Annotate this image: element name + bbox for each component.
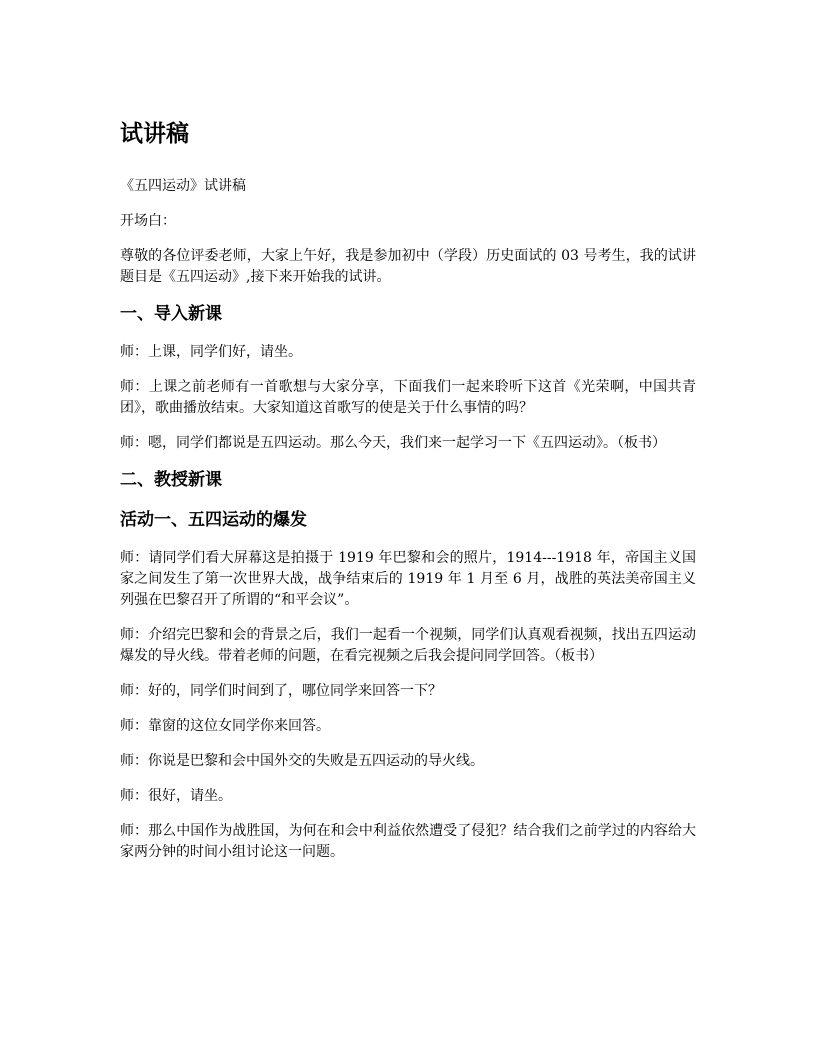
section2-heading: 二、教授新课 <box>120 470 222 490</box>
paragraph: 师：好的，同学们时间到了，哪位同学来回答一下？ <box>120 683 442 699</box>
paragraph: 师：很好，请坐。 <box>120 788 232 804</box>
paragraph: 师：上课之前老师有一首歌想与大家分享，下面我们一起来聆听下这首《光荣啊，中国共青团》，歌曲播放结束。大家知道这首歌写的使是关于什么事情的吗？ <box>120 379 696 416</box>
paragraph: 师：嗯，同学们都说是五四运动。那么今天，我们来一起学习一下《五四运动》。（板书） <box>120 435 666 451</box>
document-title: 试讲稿 <box>120 121 189 147</box>
paragraph: 师：请同学们看大屏幕这是拍摄于 1919 年巴黎和会的照片，1914---1918 年，帝国主义国家之间发生了第一次世界大战，战争结束后的 1919 年 1 月至 6 月，战胜的英法美帝国主义列强在巴黎召开了所谓的“和平会议”。 <box>120 550 696 608</box>
paragraph: 师：那么中国作为战胜国，为何在和会中利益依然遭受了侵犯？结合我们之前学过的内容给大家两分钟的时间小组讨论这一问题。 <box>120 823 696 860</box>
paragraph: 师：介绍完巴黎和会的背景之后，我们一起看一个视频，同学们认真观看视频，找出五四运动爆发的导火线。带着老师的问题，在看完视频之后我会提问同学回答。（板书） <box>120 627 696 664</box>
opening-text: 尊敬的各位评委老师，大家上午好，我是参加初中（学段）历史面试的 03 号考生，我的试讲题目是《五四运动》,接下来开始我的试讲。 <box>120 248 696 285</box>
opening-label: 开场白： <box>120 213 176 229</box>
document-subtitle: 《五四运动》试讲稿 <box>120 178 246 194</box>
paragraph: 师：上课，同学们好，请坐。 <box>120 344 302 360</box>
paragraph: 师：你说是巴黎和会中国外交的失败是五四运动的导火线。 <box>120 753 484 769</box>
activity1-heading: 活动一、五四运动的爆发 <box>120 510 307 530</box>
document-body <box>120 118 696 877</box>
section1-heading: 一、导入新课 <box>120 304 222 324</box>
paragraph: 师：靠窗的这位女同学你来回答。 <box>120 718 330 734</box>
